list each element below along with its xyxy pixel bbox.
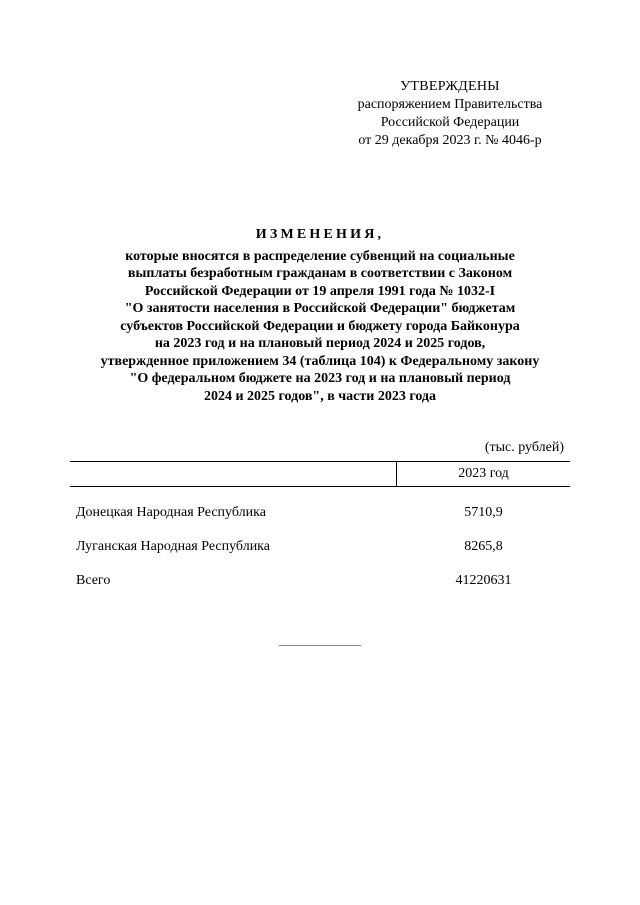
subtitle-line: которые вносятся в распределение субвенций на социальные (125, 248, 515, 264)
subtitle-line: утвержденное приложением 34 (таблица 104) к Федеральному закону (100, 353, 540, 369)
table-header (70, 461, 570, 487)
subtitle-line: Российской Федерации от 19 апреля 1991 года № 1032-I (144, 283, 496, 299)
row-value: 8265,8 (464, 539, 503, 554)
units-label: (тыс. рублей) (484, 440, 564, 455)
subtitle-line: выплаты безработным гражданам в соответствии с Законом (127, 266, 513, 281)
subtitle-line: "О занятости населения в Российской Федерации" бюджетам (124, 301, 516, 316)
subtitle-line: на 2023 год и на плановый период 2024 и 2025 годов, (154, 336, 486, 351)
document-subtitle (40, 248, 600, 406)
column-header-year: 2023 год (458, 466, 509, 481)
subtitle-line: субъектов Российской Федерации и бюджету города Байконура (120, 318, 520, 334)
table-row (76, 537, 570, 557)
approval-heading: УТВЕРЖДЕНЫ (400, 79, 500, 94)
approval-line-2: Российской Федерации (380, 115, 520, 130)
row-name: Донецкая Народная Республика (76, 505, 266, 520)
row-name: Всего (76, 573, 111, 588)
approval-line-1: распоряжением Правительства (357, 97, 543, 112)
document-title: ИЗМЕНЕНИЯ, (255, 227, 385, 242)
table-row-total (76, 571, 570, 591)
end-of-document-line (279, 645, 361, 646)
subtitle-line: "О федеральном бюджете на 2023 год и на плановый период (129, 371, 511, 386)
subtitle-line: 2024 и 2025 годов", в части 2023 года (203, 388, 437, 404)
table-row (76, 503, 570, 523)
approval-line-3: от 29 декабря 2023 г. № 4046-р (358, 133, 542, 148)
row-name: Луганская Народная Республика (76, 539, 270, 554)
document-title-block (40, 226, 600, 405)
row-value: 5710,9 (464, 505, 503, 520)
row-value: 41220631 (455, 573, 512, 588)
approval-block (340, 78, 560, 150)
